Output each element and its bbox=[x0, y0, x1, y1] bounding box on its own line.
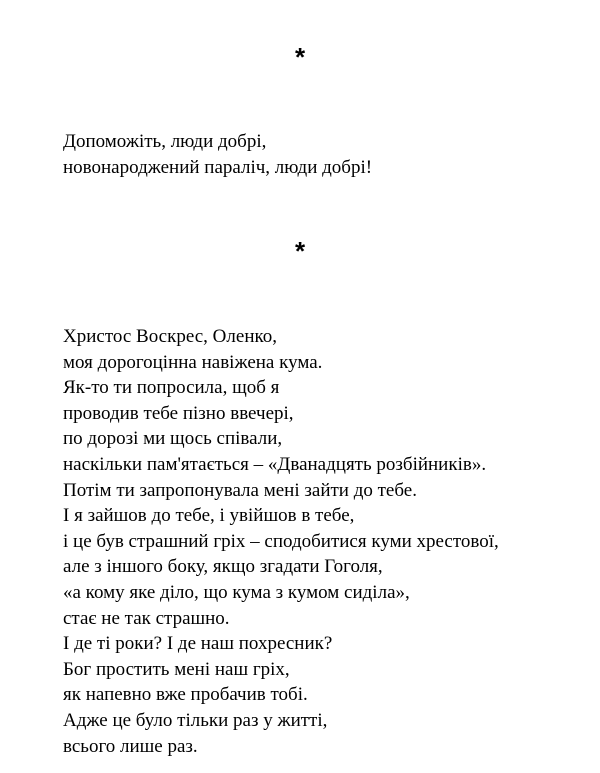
poem-line: Допоможіть, люди добрі, bbox=[63, 131, 267, 152]
poem-line: моя дорогоцінна навіжена кума. bbox=[63, 351, 323, 373]
poem-line: всього лише раз. bbox=[63, 735, 198, 757]
poem-line: Христос Воскрес, Оленко, bbox=[63, 326, 278, 347]
poem-line: Бог простить мені наш гріх, bbox=[63, 658, 290, 680]
poem-stanza-1 bbox=[63, 129, 372, 180]
section-separator-asterisk: * bbox=[294, 236, 306, 266]
poem-line: «а кому яке діло, що кума з кумом сиділа», bbox=[63, 581, 410, 603]
poem-line: Як-то ти попросила, щоб я bbox=[63, 377, 280, 399]
poem-line: новонароджений параліч, люди добрі! bbox=[63, 156, 373, 178]
poem-line: І я зайшов до тебе, і увійшов в тебе, bbox=[63, 505, 355, 527]
section-separator-asterisk: * bbox=[294, 42, 306, 72]
poem-stanza-2 bbox=[63, 324, 499, 759]
poem-line: і це був страшний гріх – сподобитися куми хрестової, bbox=[63, 530, 499, 552]
poem-line: але з іншого боку, якщо згадати Гоголя, bbox=[63, 556, 383, 578]
poem-line: як напевно вже пробачив тобі. bbox=[63, 684, 308, 706]
poem-line: проводив тебе пізно ввечері, bbox=[63, 402, 294, 424]
poem-line: І де ті роки? І де наш похресник? bbox=[63, 633, 333, 655]
poem-line: наскільки пам'ятається – «Дванадцять розбійників». bbox=[63, 453, 487, 475]
poem-line: Потім ти запропонувала мені зайти до тебе. bbox=[63, 479, 417, 501]
poem-line: по дорозі ми щось співали, bbox=[63, 428, 283, 450]
poem-line: стає не так страшно. bbox=[63, 607, 230, 629]
poem-line: Адже це було тільки раз у житті, bbox=[63, 709, 328, 731]
